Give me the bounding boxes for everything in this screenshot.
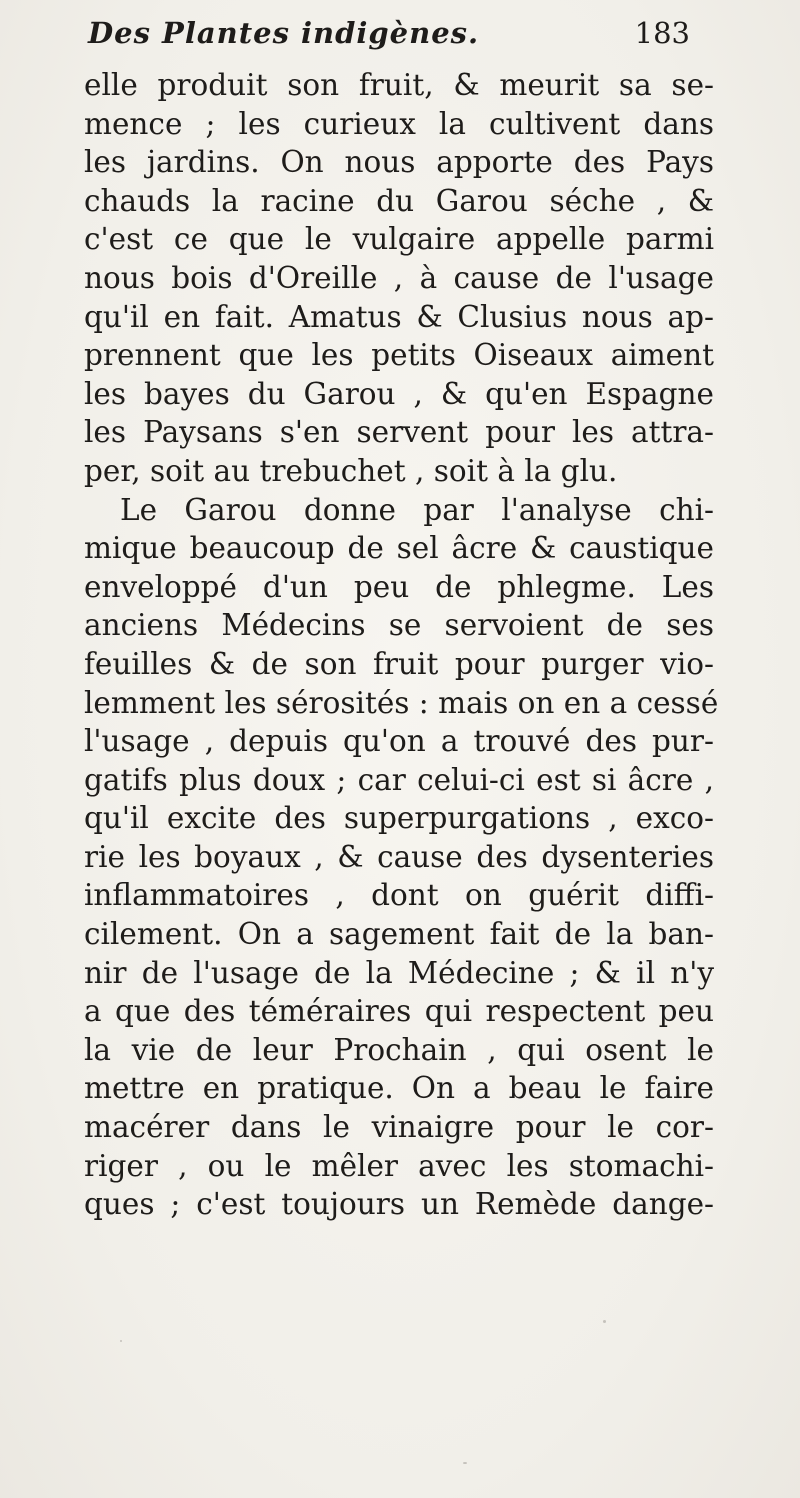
- running-head: Des Plantes indigènes.: [88, 16, 480, 50]
- paper-speck: [463, 1462, 467, 1464]
- paper-speck: [603, 1320, 606, 1323]
- text-line: a que des téméraires qui respectent peu: [84, 994, 714, 1029]
- paper-speck: [120, 1340, 122, 1342]
- page-number: 183: [634, 16, 690, 50]
- text-line: feuilles & de son fruit pour purger vio-: [84, 646, 714, 681]
- text-line: rie les boyaux , & cause des dysenteries: [84, 839, 714, 874]
- text-line: les bayes du Garou , & qu'en Espagne: [84, 376, 714, 411]
- body-text: [84, 66, 719, 1224]
- page-header: [88, 10, 708, 60]
- text-line: cilement. On a sagement fait de la ban-: [84, 917, 714, 952]
- text-line: lemment les sérosités : mais on en a cessé: [84, 685, 719, 720]
- text-line: enveloppé d'un peu de phlegme. Les: [84, 569, 714, 604]
- text-line: chauds la racine du Garou séche , &: [84, 183, 714, 218]
- text-line: anciens Médecins se servoient de ses: [84, 608, 714, 643]
- text-line: l'usage , depuis qu'on a trouvé des pur-: [84, 724, 714, 759]
- text-line: qu'il en fait. Amatus & Clusius nous ap-: [84, 299, 714, 334]
- text-line: mence ; les curieux la cultivent dans: [84, 106, 714, 141]
- text-line: gatifs plus doux ; car celui-ci est si âcre ,: [84, 762, 714, 797]
- text-line: mique beaucoup de sel âcre & caustique: [84, 531, 714, 566]
- text-line: macérer dans le vinaigre pour le cor-: [84, 1110, 714, 1145]
- text-line: nir de l'usage de la Médecine ; & il n'y: [84, 955, 714, 990]
- text-line: les jardins. On nous apporte des Pays: [84, 145, 714, 180]
- text-line: ques ; c'est toujours un Remède dange-: [84, 1187, 714, 1222]
- text-line: riger , ou le mêler avec les stomachi-: [84, 1148, 714, 1183]
- text-line: inflammatoires , dont on guérit diffi-: [84, 878, 714, 913]
- text-line: mettre en pratique. On a beau le faire: [84, 1071, 714, 1106]
- text-line: les Paysans s'en servent pour les attra-: [84, 415, 714, 450]
- text-line: la vie de leur Prochain , qui osent le: [84, 1032, 714, 1067]
- paragraph-start-line: Le Garou donne par l'analyse chi-: [120, 492, 714, 527]
- text-line: nous bois d'Oreille , à cause de l'usage: [84, 260, 714, 295]
- text-line: c'est ce que le vulgaire appelle parmi: [84, 222, 714, 257]
- text-line: prennent que les petits Oiseaux aiment: [84, 338, 714, 373]
- text-line: qu'il excite des superpurgations , exco-: [84, 801, 714, 836]
- text-line: elle produit son fruit, & meurit sa se-: [84, 68, 714, 102]
- text-line: per, soit au trebuchet , soit à la glu.: [84, 453, 618, 488]
